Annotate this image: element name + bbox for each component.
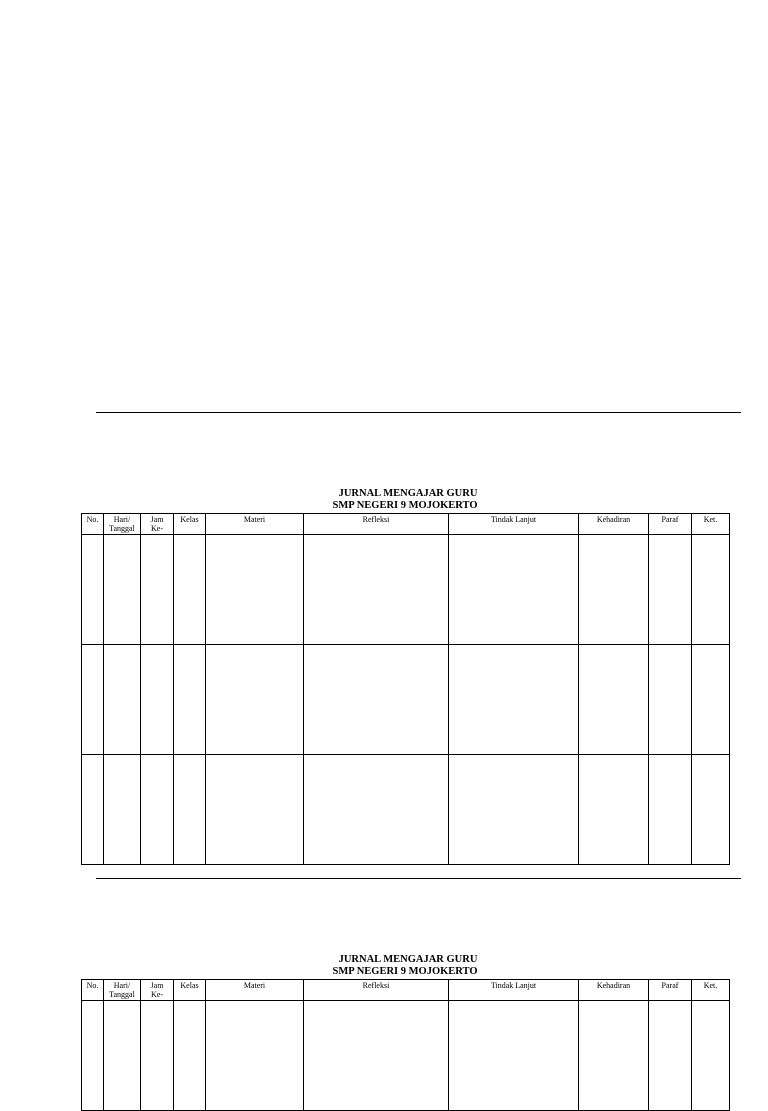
header-materi: Materi <box>206 980 304 1001</box>
school-name: SMP NEGERI 9 MOJOKERTO <box>332 966 478 977</box>
cell-refleksi[interactable] <box>304 755 449 865</box>
separator-line <box>96 878 741 879</box>
header-kelas: Kelas <box>174 514 206 535</box>
cell-kehadiran[interactable] <box>579 645 649 755</box>
header-tindak-lanjut: Tindak Lanjut <box>449 980 579 1001</box>
header-kelas: Kelas <box>174 980 206 1001</box>
table-row <box>82 535 730 645</box>
header-tindak-lanjut: Tindak Lanjut <box>449 514 579 535</box>
cell-kehadiran[interactable] <box>579 755 649 865</box>
header-ket: Ket. <box>692 514 730 535</box>
cell-hari-tanggal[interactable] <box>104 535 141 645</box>
cell-paraf[interactable] <box>649 645 692 755</box>
journal-table <box>81 513 730 865</box>
header-hari-tanggal: Hari/ Tanggal <box>104 514 141 535</box>
separator-line <box>96 412 741 413</box>
header-materi: Materi <box>206 514 304 535</box>
header-paraf: Paraf <box>649 514 692 535</box>
header-ket: Ket. <box>692 980 730 1001</box>
header-refleksi: Refleksi <box>304 514 449 535</box>
journal-title-block <box>81 488 729 512</box>
cell-ket[interactable] <box>692 755 730 865</box>
cell-no[interactable] <box>82 1001 104 1111</box>
header-kehadiran: Kehadiran <box>579 514 649 535</box>
header-paraf: Paraf <box>649 980 692 1001</box>
cell-jam-ke[interactable] <box>141 755 174 865</box>
cell-hari-tanggal[interactable] <box>104 645 141 755</box>
header-jam-ke: Jam Ke- <box>141 980 174 1001</box>
journal-sheet-1 <box>81 488 729 865</box>
cell-materi[interactable] <box>206 645 304 755</box>
table-row <box>82 1001 730 1111</box>
header-jam-ke: Jam Ke- <box>141 514 174 535</box>
cell-hari-tanggal[interactable] <box>104 1001 141 1111</box>
header-no: No. <box>82 980 104 1001</box>
cell-jam-ke[interactable] <box>141 535 174 645</box>
header-hari-tanggal: Hari/ Tanggal <box>104 980 141 1001</box>
cell-paraf[interactable] <box>649 535 692 645</box>
cell-no[interactable] <box>82 755 104 865</box>
cell-tindak-lanjut[interactable] <box>449 755 579 865</box>
cell-ket[interactable] <box>692 645 730 755</box>
cell-jam-ke[interactable] <box>141 645 174 755</box>
cell-kehadiran[interactable] <box>579 1001 649 1111</box>
header-no: No. <box>82 514 104 535</box>
header-refleksi: Refleksi <box>304 980 449 1001</box>
cell-refleksi[interactable] <box>304 535 449 645</box>
table-row <box>82 755 730 865</box>
journal-title: JURNAL MENGAJAR GURU <box>338 488 478 499</box>
cell-tindak-lanjut[interactable] <box>449 535 579 645</box>
cell-tindak-lanjut[interactable] <box>449 645 579 755</box>
cell-kelas[interactable] <box>174 755 206 865</box>
cell-ket[interactable] <box>692 1001 730 1111</box>
table-header-row <box>82 514 730 535</box>
cell-hari-tanggal[interactable] <box>104 755 141 865</box>
journal-table <box>81 979 730 1111</box>
cell-refleksi[interactable] <box>304 1001 449 1111</box>
cell-paraf[interactable] <box>649 1001 692 1111</box>
cell-kehadiran[interactable] <box>579 535 649 645</box>
cell-materi[interactable] <box>206 535 304 645</box>
journal-sheet-2 <box>81 954 729 1111</box>
table-row <box>82 645 730 755</box>
header-kehadiran: Kehadiran <box>579 980 649 1001</box>
cell-materi[interactable] <box>206 1001 304 1111</box>
school-name: SMP NEGERI 9 MOJOKERTO <box>332 500 478 511</box>
cell-no[interactable] <box>82 535 104 645</box>
cell-kelas[interactable] <box>174 535 206 645</box>
cell-materi[interactable] <box>206 755 304 865</box>
cell-kelas[interactable] <box>174 645 206 755</box>
cell-ket[interactable] <box>692 535 730 645</box>
cell-jam-ke[interactable] <box>141 1001 174 1111</box>
journal-title-block <box>81 954 729 978</box>
cell-paraf[interactable] <box>649 755 692 865</box>
cell-kelas[interactable] <box>174 1001 206 1111</box>
table-header-row <box>82 980 730 1001</box>
cell-refleksi[interactable] <box>304 645 449 755</box>
journal-title: JURNAL MENGAJAR GURU <box>338 954 478 965</box>
cell-no[interactable] <box>82 645 104 755</box>
cell-tindak-lanjut[interactable] <box>449 1001 579 1111</box>
